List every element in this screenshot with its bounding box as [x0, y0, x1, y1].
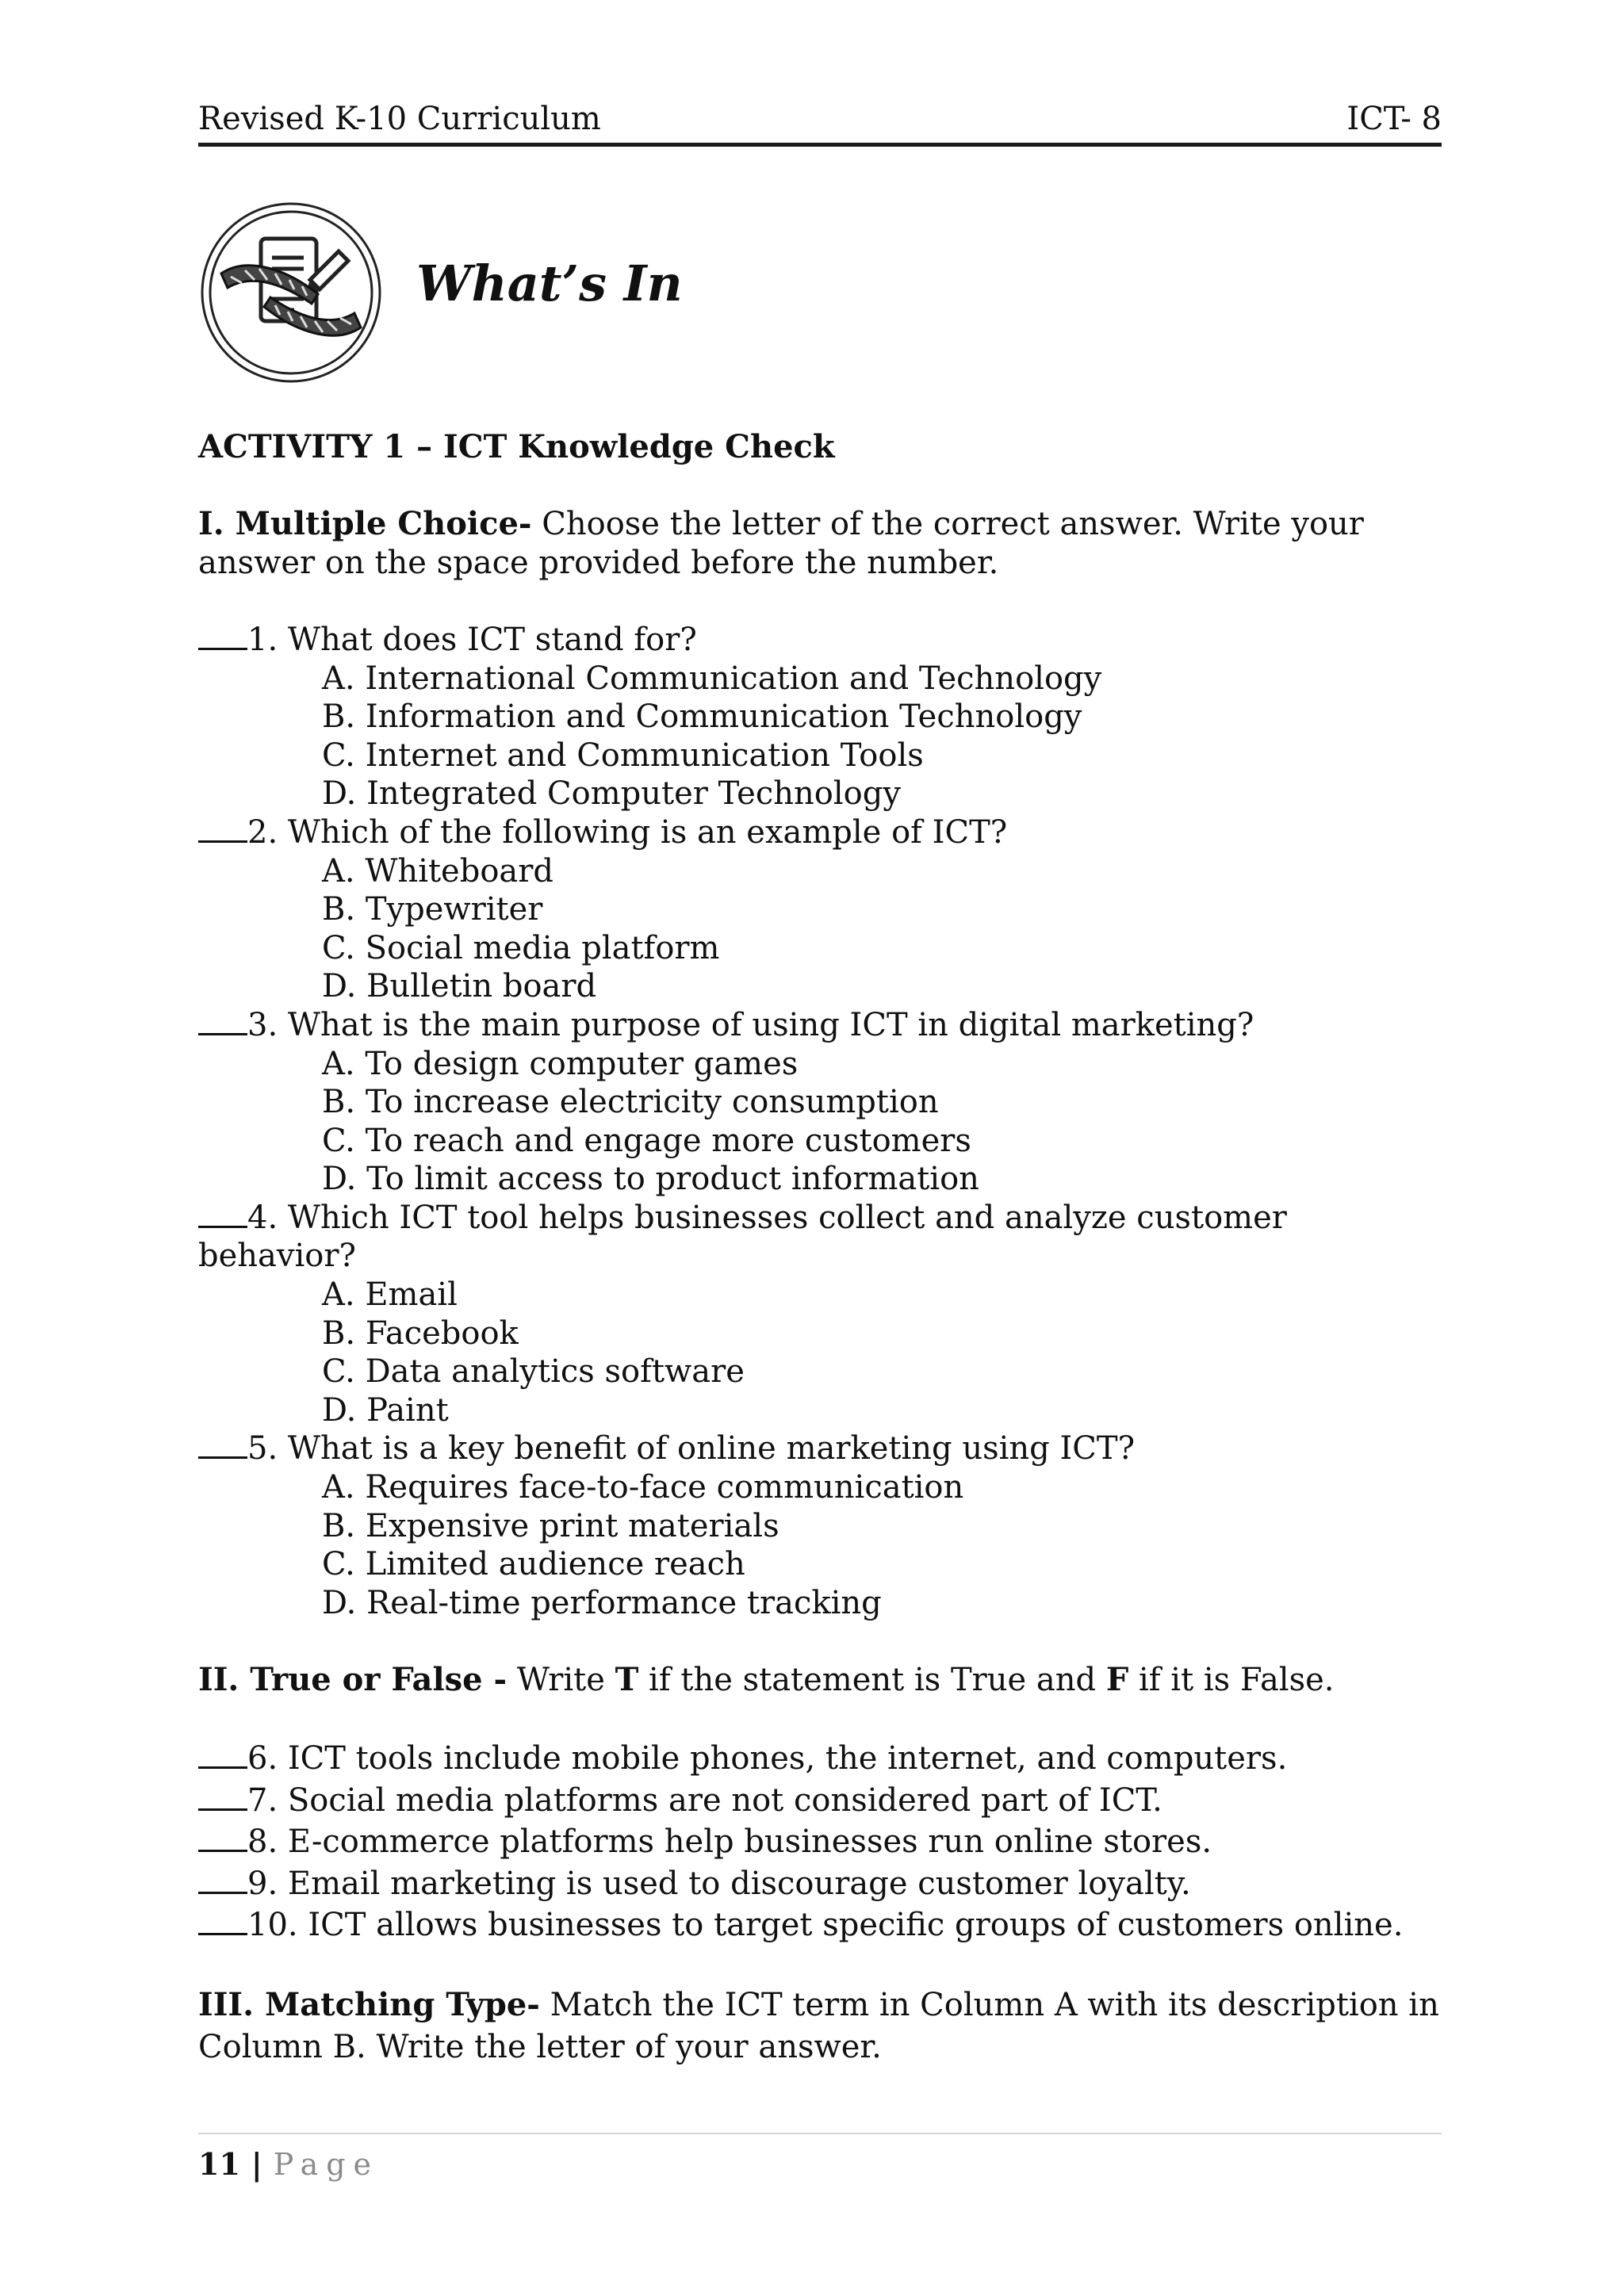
tf-item: 6. ICT tools include mobile phones, the internet, and computers. [198, 1738, 1442, 1780]
answer-blank[interactable] [198, 1909, 247, 1935]
answer-blank[interactable] [198, 1826, 247, 1852]
section-title: What’s In [416, 254, 683, 312]
tf-item: 7. Social media platforms are not considered part of ICT. [198, 1780, 1442, 1822]
answer-blank[interactable] [198, 1868, 247, 1894]
part1-instruction-1: Choose the letter of the correct answer. Write your [531, 506, 1364, 543]
question-5: 5. What is a key benefit of online marketing using ICT? [198, 1429, 1442, 1468]
option: D. Integrated Computer Technology [322, 775, 901, 813]
tf-item: 10. ICT allows businesses to target specific groups of customers online. [198, 1904, 1442, 1946]
option: A. International Communication and Technology [322, 660, 1102, 697]
question-3: 3. What is the main purpose of using ICT in digital marketing? [198, 1006, 1442, 1045]
option: D. Bulletin board [322, 968, 597, 1005]
option: D. To limit access to product information [322, 1161, 979, 1198]
option: C. Social media platform [322, 929, 720, 966]
option: D. Real-time performance tracking [322, 1584, 882, 1621]
option: C. Limited audience reach [322, 1546, 745, 1583]
page-footer [198, 2141, 379, 2188]
page-number: 11 [198, 2146, 240, 2182]
part3-instructions [198, 1984, 1442, 2026]
option: C. To reach and engage more customers [322, 1122, 971, 1159]
page-label: Page [273, 2147, 380, 2182]
question-2: 2. Which of the following is an example of ICT? [198, 813, 1442, 852]
part3-heading: III. Matching Type- [198, 1986, 540, 2024]
subject-label: ICT- 8 [1346, 101, 1442, 137]
option: B. Facebook [322, 1314, 519, 1352]
answer-blank[interactable] [198, 1743, 247, 1769]
option: C. Data analytics software [322, 1353, 745, 1391]
footer-divider [198, 2133, 1442, 2134]
tf-item: 9. Email marketing is used to discourage customer loyalty. [198, 1863, 1442, 1905]
part3-instruction-1: Match the ICT term in Column A with its description in [539, 1987, 1439, 2024]
worksheet-content [198, 428, 1442, 2068]
option: A. Requires face-to-face communication [322, 1469, 964, 1506]
footer-separator: | [251, 2146, 262, 2182]
option: B. Information and Communication Technology [322, 698, 1082, 736]
part2-heading: II. True or False - [198, 1661, 508, 1698]
option: A. Email [322, 1276, 458, 1314]
question-4-continued: behavior? [198, 1238, 356, 1275]
part1-heading: I. Multiple Choice- [198, 505, 532, 543]
answer-blank[interactable] [198, 1785, 247, 1811]
option: B. Typewriter [322, 891, 543, 928]
question-4: 4. Which ICT tool helps businesses collect and analyze customer [198, 1199, 1442, 1238]
whats-in-icon [199, 201, 383, 385]
curriculum-label: Revised K-10 Curriculum [198, 101, 601, 137]
part1-instruction-2: answer on the space provided before the number. [198, 544, 999, 581]
answer-blank[interactable] [198, 817, 247, 843]
answer-blank[interactable] [198, 1009, 247, 1035]
answer-blank[interactable] [198, 1202, 247, 1228]
option: A. Whiteboard [322, 852, 553, 890]
option: A. To design computer games [322, 1045, 799, 1082]
option: B. Expensive print materials [322, 1507, 779, 1544]
part3-instruction-2: Column B. Write the letter of your answer. [198, 2028, 882, 2065]
part1-instructions [198, 505, 1442, 544]
option: D. Paint [322, 1391, 449, 1429]
option: C. Internet and Communication Tools [322, 737, 924, 774]
option: B. To increase electricity consumption [322, 1084, 939, 1121]
tf-item: 8. E-commerce platforms help businesses run online stores. [198, 1821, 1442, 1863]
activity-title: ACTIVITY 1 – ICT Knowledge Check [198, 428, 835, 465]
answer-blank[interactable] [198, 1433, 247, 1459]
part2-instructions: II. True or False - Write T if the statement is True and F if it is False. [198, 1661, 1335, 1698]
true-false-list [198, 1738, 1442, 1946]
answer-blank[interactable] [198, 624, 247, 650]
page-header [198, 98, 1442, 147]
question-1: 1. What does ICT stand for? [198, 621, 1442, 660]
